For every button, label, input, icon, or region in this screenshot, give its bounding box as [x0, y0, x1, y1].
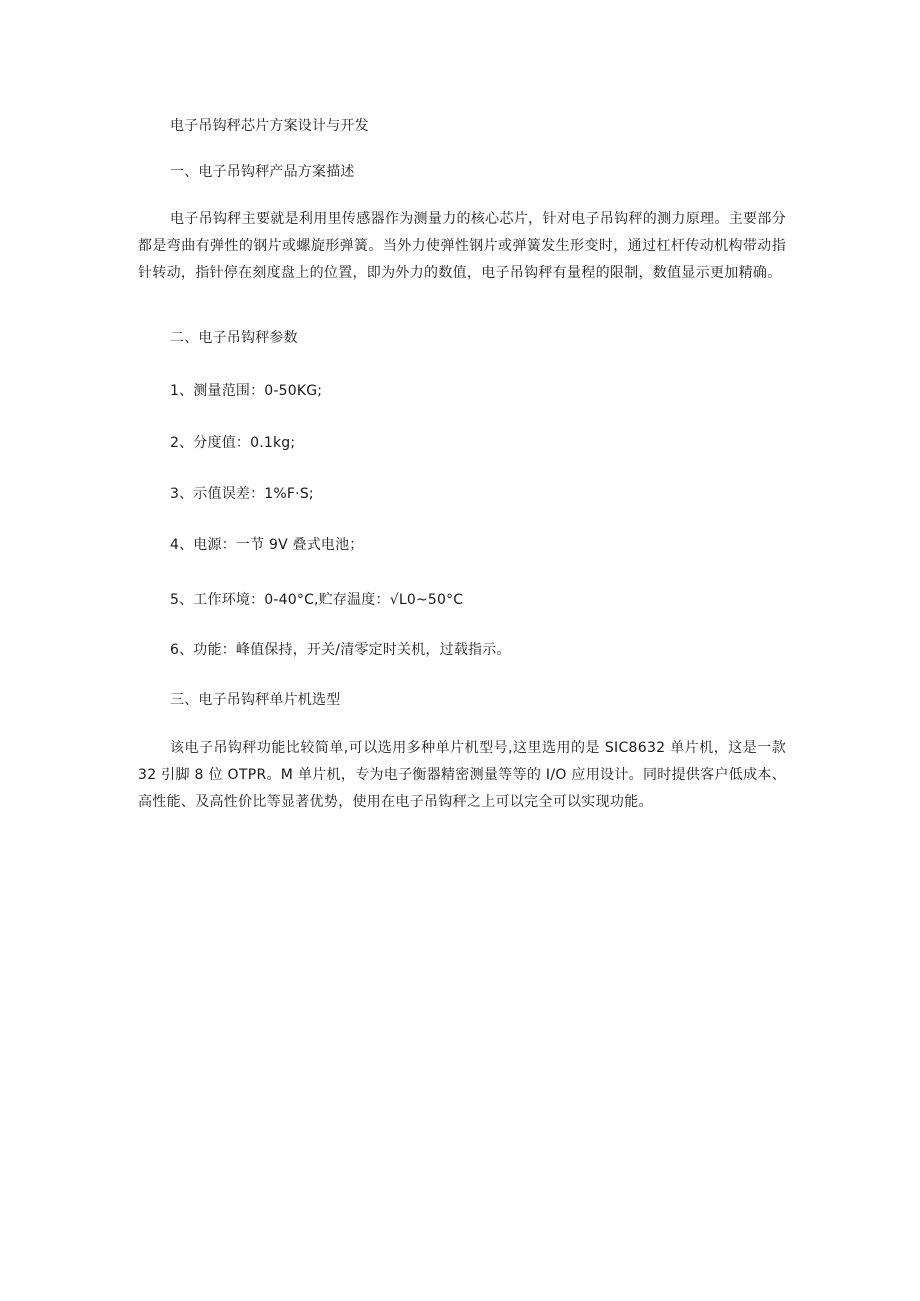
section-3-paragraph: 该电子吊钩秤功能比较简单,可以选用多种单片机型号,这里选用的是 SIC8632 单片机，这是一款 32 引脚 8 位 OTPR。M 单片机，专为电子衡器精密测量等等的 I/O 应用设计。同时提供客户低成本、高性能、及高性价比等显著优势，使用在电子吊钩秤之上可以完全可以实现功能。 [138, 740, 786, 810]
section-1-heading: 一、电子吊钩秤产品方案描述 [170, 164, 355, 180]
section-2-heading: 二、电子吊钩秤参数 [170, 330, 298, 346]
param-item: 6、功能：峰值保持，开关/清零定时关机，过载指示。 [170, 642, 511, 658]
param-item: 2、分度值：0.1kg; [170, 435, 296, 451]
param-item: 3、示值误差：1%F·S; [170, 486, 314, 502]
param-item: 5、工作环境：0-40°C,贮存温度：√L0~50°C [170, 592, 464, 608]
param-item: 4、电源：一节 9V 叠式电池； [170, 537, 364, 553]
param-item: 1、测量范围：0-50KG; [170, 383, 323, 399]
section-3-heading: 三、电子吊钩秤单片机选型 [170, 692, 341, 708]
document-title: 电子吊钩秤芯片方案设计与开发 [170, 118, 369, 134]
section-1-paragraph: 电子吊钩秤主要就是利用里传感器作为测量力的核心芯片，针对电子吊钩秤的测力原理。主要部分都是弯曲有弹性的钢片或螺旋形弹簧。当外力使弹性钢片或弹簧发生形变时，通过杠杆传动机构带动指针转动，指针停在刻度盘上的位置，即为外力的数值，电子吊钩秤有量程的限制，数值显示更加精确。 [138, 211, 786, 281]
